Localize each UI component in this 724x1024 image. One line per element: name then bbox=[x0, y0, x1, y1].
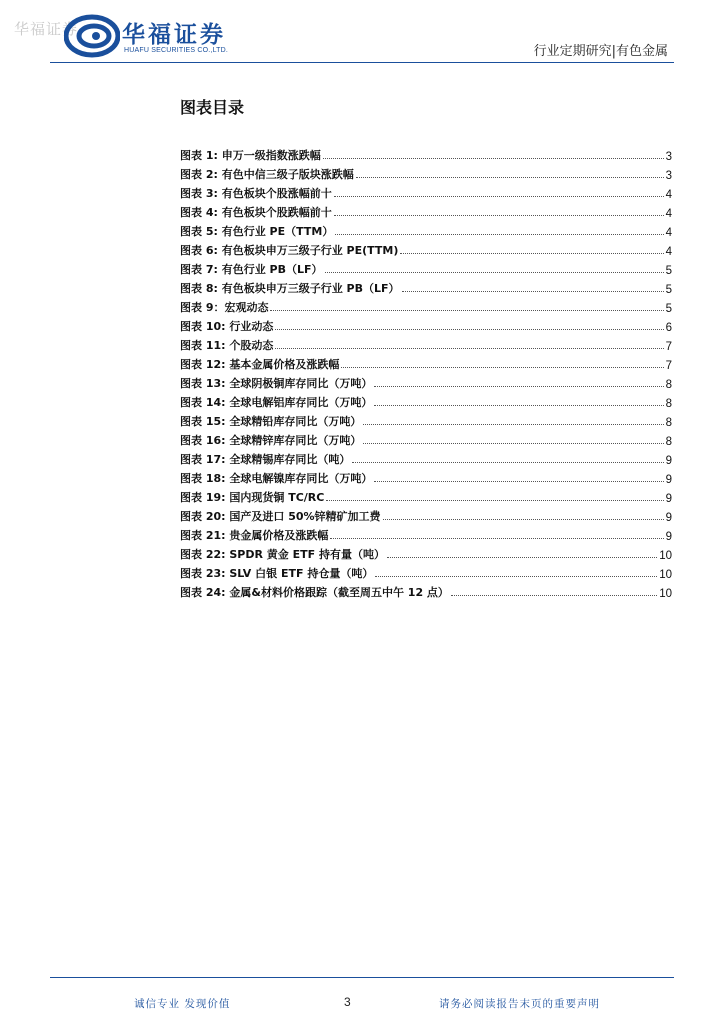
toc-entry-label: 图表 20: 国产及进口 50%锌精矿加工费 bbox=[180, 510, 381, 523]
toc-entry-page: 7 bbox=[665, 360, 672, 372]
toc-entry[interactable] bbox=[180, 410, 672, 429]
toc-entry-page: 10 bbox=[659, 588, 672, 600]
report-category: 行业定期研究|有色金属 bbox=[533, 44, 668, 59]
toc-entry[interactable] bbox=[180, 239, 672, 258]
toc-leader-dots bbox=[325, 272, 664, 273]
toc-entry-page: 4 bbox=[665, 189, 672, 201]
toc-entry-label: 图表 6: 有色板块申万三级子行业 PE(TTM) bbox=[180, 244, 399, 257]
toc-entry[interactable] bbox=[180, 505, 672, 524]
toc-entry-label: 图表 11: 个股动态 bbox=[180, 339, 274, 352]
toc-entry[interactable] bbox=[180, 144, 672, 163]
toc-entry[interactable] bbox=[180, 258, 672, 277]
toc-entry-page: 3 bbox=[665, 151, 672, 163]
toc-leader-dots bbox=[326, 500, 663, 501]
toc-leader-dots bbox=[335, 234, 663, 235]
toc-entry-label: 图表 19: 国内现货铜 TC/RC bbox=[180, 491, 325, 504]
toc-entry-label: 图表 18: 全球电解镍库存同比（万吨） bbox=[180, 472, 373, 485]
toc-entry[interactable] bbox=[180, 277, 672, 296]
toc-leader-dots bbox=[387, 557, 657, 558]
toc-entry-page: 4 bbox=[665, 227, 672, 239]
huafu-swirl-icon bbox=[64, 14, 120, 58]
page-number: 3 bbox=[344, 995, 351, 1009]
toc-title: 图表目录 bbox=[180, 98, 245, 117]
company-logo bbox=[64, 14, 264, 58]
toc-entry[interactable] bbox=[180, 467, 672, 486]
footer-divider bbox=[50, 977, 674, 978]
toc-entry[interactable] bbox=[180, 163, 672, 182]
toc-entry-label: 图表 1: 申万一级指数涨跌幅 bbox=[180, 149, 321, 162]
toc-leader-dots bbox=[374, 405, 663, 406]
toc-entry[interactable] bbox=[180, 334, 672, 353]
toc-leader-dots bbox=[375, 576, 657, 577]
toc-entry-label: 图表 21: 贵金属价格及涨跌幅 bbox=[180, 529, 329, 542]
toc-entry-page: 8 bbox=[665, 436, 672, 448]
toc-entry-label: 图表 13: 全球阴极铜库存同比（万吨） bbox=[180, 377, 373, 390]
toc-entry-label: 图表 4: 有色板块个股跌幅前十 bbox=[180, 206, 332, 219]
toc-leader-dots bbox=[334, 196, 664, 197]
toc-entry-page: 5 bbox=[665, 284, 672, 296]
toc-entry-label: 图表 3: 有色板块个股涨幅前十 bbox=[180, 187, 332, 200]
toc-entry[interactable] bbox=[180, 524, 672, 543]
toc-entry-page: 10 bbox=[659, 569, 672, 581]
toc-entry-label: 图表 10: 行业动态 bbox=[180, 320, 274, 333]
toc-entry-label: 图表 12: 基本金属价格及涨跌幅 bbox=[180, 358, 340, 371]
toc-entry-page: 6 bbox=[665, 322, 672, 334]
toc-entry[interactable] bbox=[180, 429, 672, 448]
toc-entry-label: 图表 22: SPDR 黄金 ETF 持有量（吨） bbox=[180, 548, 385, 561]
toc-entry[interactable] bbox=[180, 353, 672, 372]
toc-entry-label: 图表 23: SLV 白银 ETF 持仓量（吨） bbox=[180, 567, 374, 580]
toc-entry-page: 8 bbox=[665, 417, 672, 429]
toc-leader-dots bbox=[374, 481, 663, 482]
toc-leader-dots bbox=[352, 462, 663, 463]
toc-entry-page: 9 bbox=[665, 474, 672, 486]
toc-list bbox=[180, 144, 672, 600]
toc-entry-label: 图表 14: 全球电解铝库存同比（万吨） bbox=[180, 396, 373, 409]
toc-leader-dots bbox=[275, 348, 663, 349]
toc-leader-dots bbox=[374, 386, 663, 387]
toc-entry-label: 图表 2: 有色中信三级子版块涨跌幅 bbox=[180, 168, 354, 181]
toc-entry-page: 10 bbox=[659, 550, 672, 562]
toc-entry-page: 4 bbox=[665, 208, 672, 220]
toc-entry[interactable] bbox=[180, 448, 672, 467]
toc-leader-dots bbox=[270, 310, 663, 311]
toc-entry-page: 5 bbox=[665, 303, 672, 315]
toc-entry-page: 9 bbox=[665, 493, 672, 505]
toc-entry[interactable] bbox=[180, 562, 672, 581]
toc-entry-label: 图表 8: 有色板块申万三级子行业 PB（LF） bbox=[180, 282, 400, 295]
toc-entry-page: 8 bbox=[665, 379, 672, 391]
toc-leader-dots bbox=[383, 519, 664, 520]
toc-entry-page: 4 bbox=[665, 246, 672, 258]
header-divider bbox=[50, 62, 674, 63]
brand-name-en: HUAFU SECURITIES CO.,LTD. bbox=[124, 47, 229, 54]
toc-leader-dots bbox=[356, 177, 664, 178]
toc-leader-dots bbox=[323, 158, 664, 159]
toc-entry[interactable] bbox=[180, 372, 672, 391]
toc-entry-page: 9 bbox=[665, 512, 672, 524]
toc-entry-page: 7 bbox=[665, 341, 672, 353]
footer-disclaimer: 请务必阅读报告末页的重要声明 bbox=[439, 998, 600, 1010]
toc-entry[interactable] bbox=[180, 543, 672, 562]
toc-leader-dots bbox=[363, 443, 663, 444]
toc-entry-page: 9 bbox=[665, 531, 672, 543]
toc-entry-label: 图表 16: 全球精锌库存同比（万吨） bbox=[180, 434, 362, 447]
toc-entry[interactable] bbox=[180, 391, 672, 410]
toc-entry[interactable] bbox=[180, 581, 672, 600]
toc-entry-label: 图表 15: 全球精铅库存同比（万吨） bbox=[180, 415, 362, 428]
toc-entry[interactable] bbox=[180, 486, 672, 505]
toc-entry-label: 图表 5: 有色行业 PE（TTM） bbox=[180, 225, 334, 238]
toc-entry[interactable] bbox=[180, 296, 672, 315]
toc-leader-dots bbox=[275, 329, 663, 330]
toc-leader-dots bbox=[400, 253, 663, 254]
toc-leader-dots bbox=[363, 424, 663, 425]
toc-leader-dots bbox=[334, 215, 664, 216]
toc-entry[interactable] bbox=[180, 201, 672, 220]
toc-entry-page: 3 bbox=[665, 170, 672, 182]
toc-leader-dots bbox=[330, 538, 663, 539]
toc-entry[interactable] bbox=[180, 182, 672, 201]
watermark-text: 华福证券 bbox=[14, 20, 79, 38]
toc-entry-label: 图表 24: 金属&材料价格跟踪（截至周五中午 12 点） bbox=[180, 586, 449, 599]
brand-name-cn: 华福证券 bbox=[122, 22, 226, 48]
toc-leader-dots bbox=[451, 595, 657, 596]
toc-entry-page: 8 bbox=[665, 398, 672, 410]
toc-entry-page: 5 bbox=[665, 265, 672, 277]
toc-entry-page: 9 bbox=[665, 455, 672, 467]
toc-entry[interactable] bbox=[180, 220, 672, 239]
toc-entry-label: 图表 17: 全球精锡库存同比（吨） bbox=[180, 453, 351, 466]
toc-entry-label: 图表 7: 有色行业 PB（LF） bbox=[180, 263, 323, 276]
toc-entry[interactable] bbox=[180, 315, 672, 334]
toc-leader-dots bbox=[402, 291, 664, 292]
toc-entry-label: 图表 9：宏观动态 bbox=[180, 301, 269, 314]
footer-slogan: 诚信专业 发现价值 bbox=[134, 998, 231, 1010]
toc-leader-dots bbox=[341, 367, 663, 368]
